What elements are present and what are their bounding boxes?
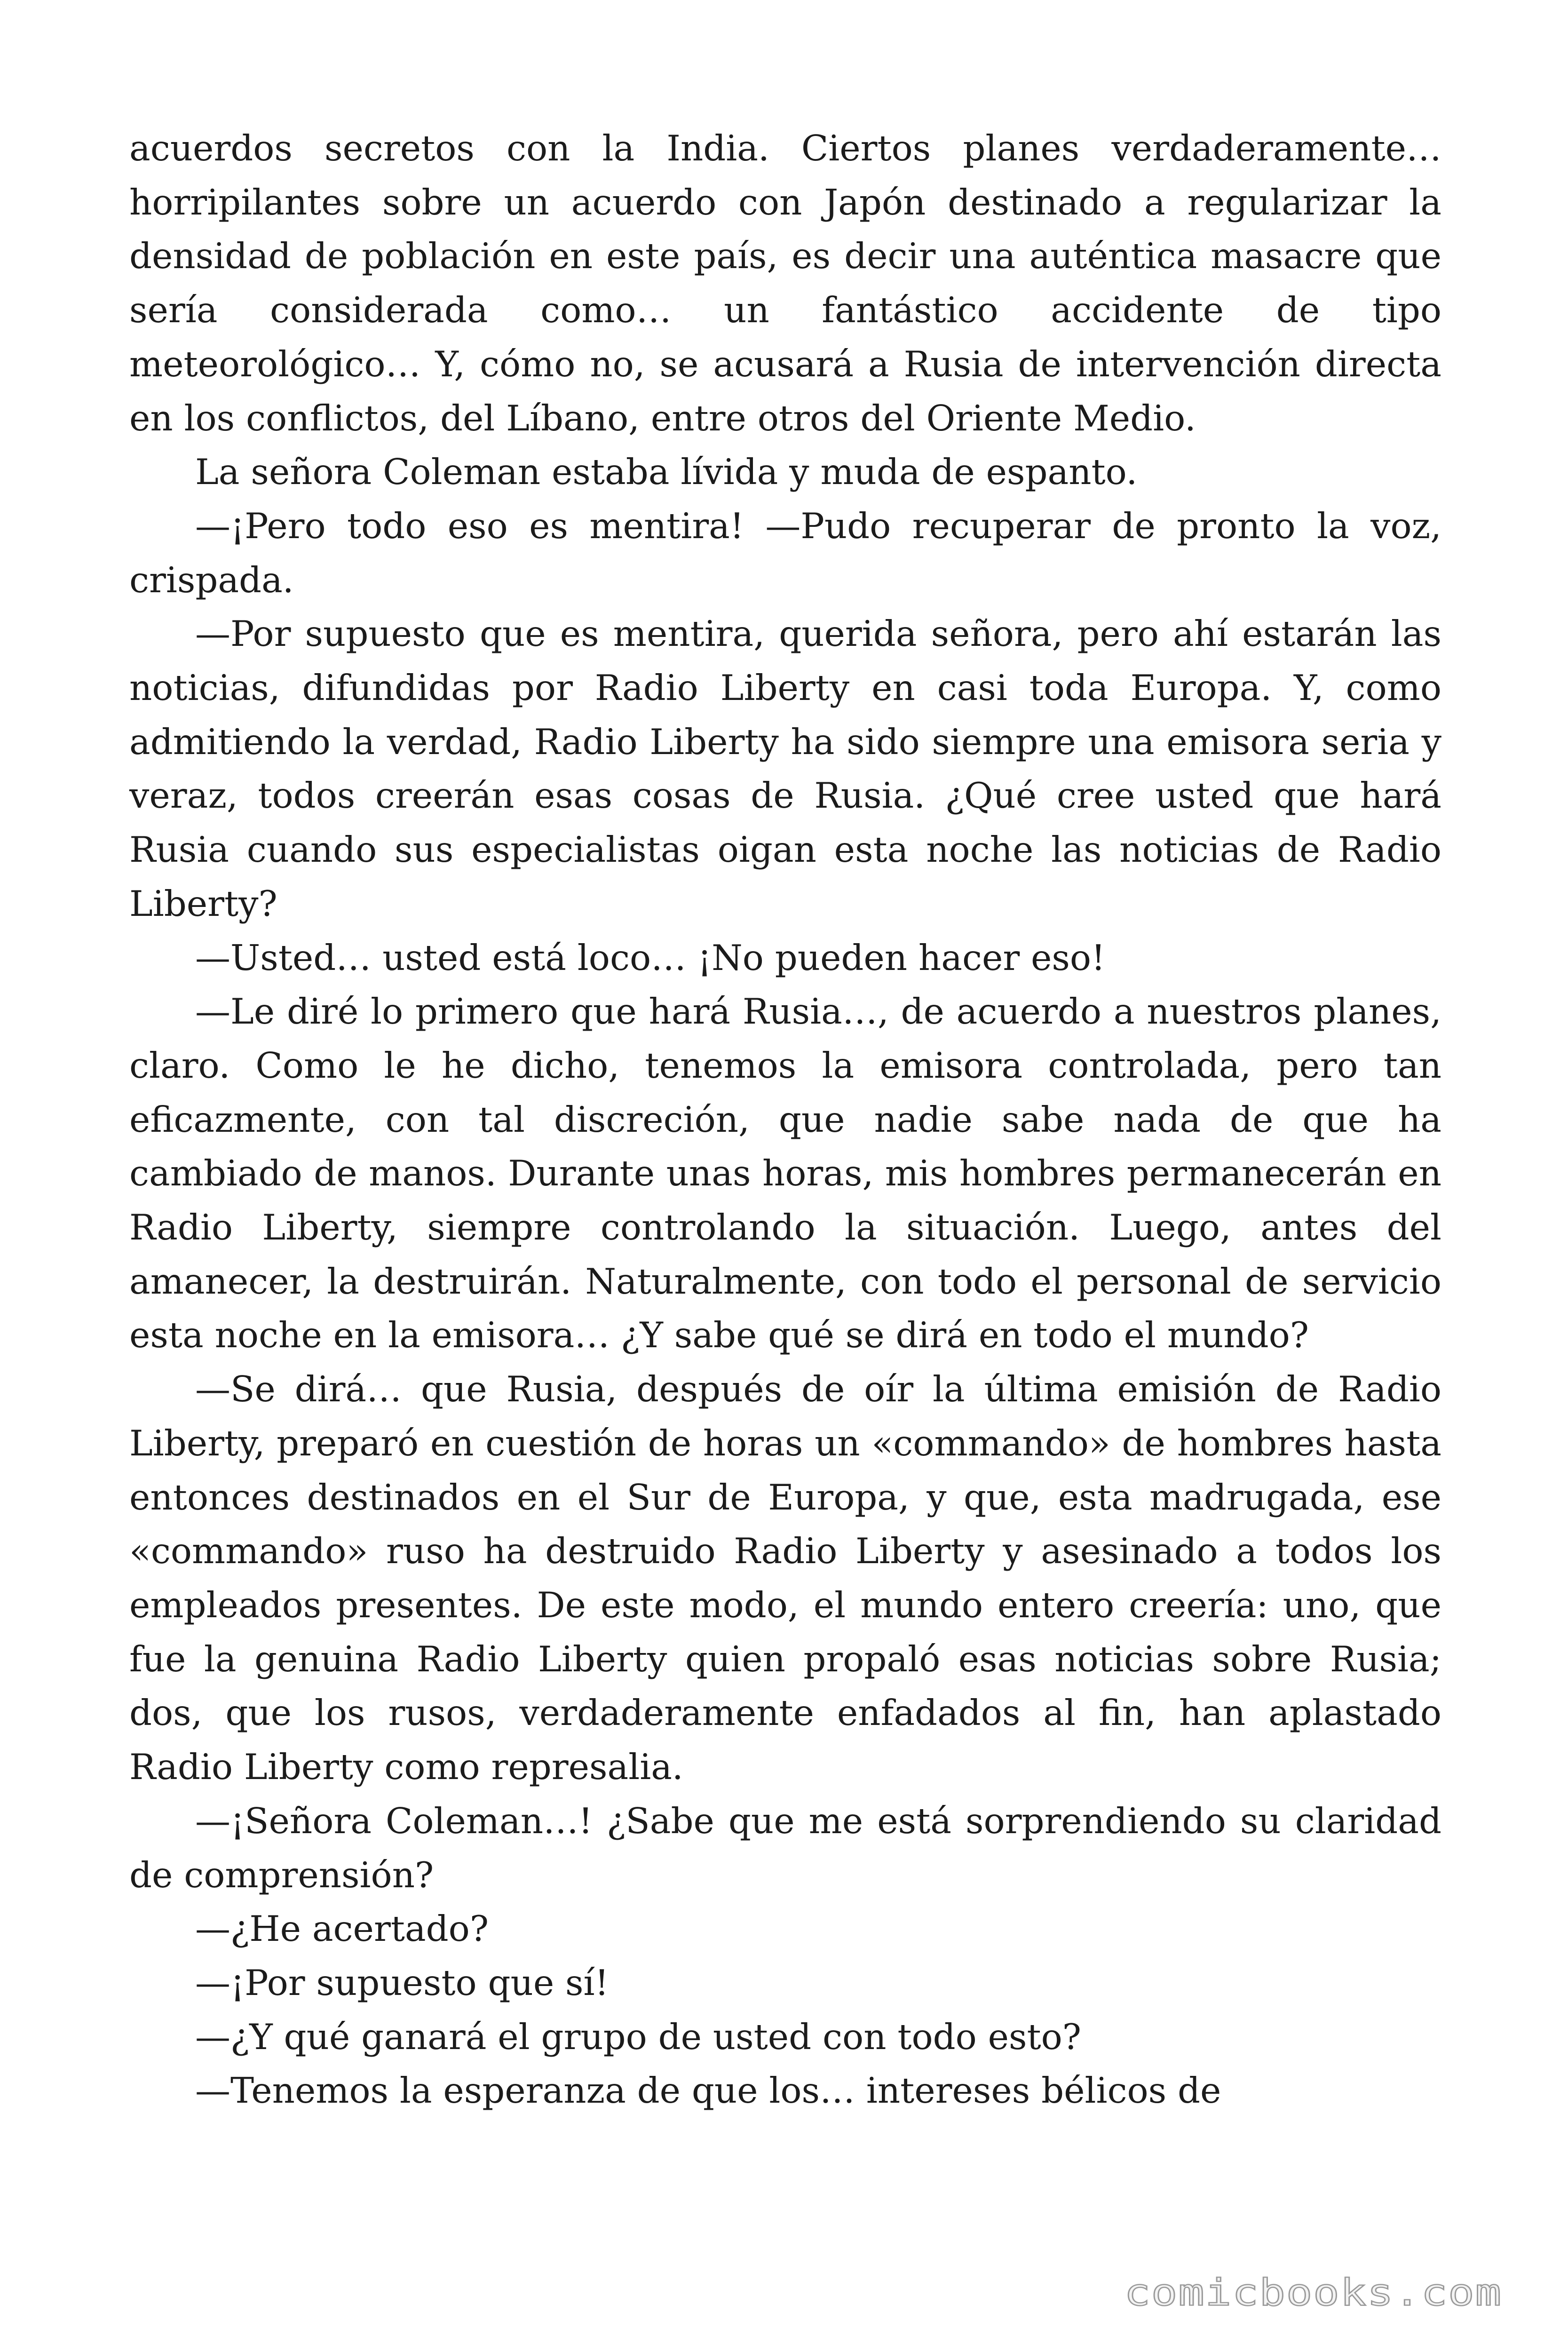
paragraph-1: acuerdos secretos con la India. Ciertos planes verdaderamente… horripilantes sobre un acuerdo con Japón destinado a regularizar la densidad de población en este país, es decir una auténtica masacre que sería considerada como… un fantástico accidente de tipo meteorológico… Y, cómo no, se acusará a Rusia de intervención directa en los conflictos, del Líbano, entre otros del Oriente Medio. (129, 127, 1441, 439)
paragraph-8: —¡Señora Coleman…! ¿Sabe que me está sorprendiendo su claridad de comprensión? (129, 1800, 1441, 1896)
paragraph-3: —¡Pero todo eso es mentira! —Pudo recuperar de pronto la voz, crispada. (129, 505, 1441, 601)
paragraph-10: —¡Por supuesto que sí! (195, 1962, 609, 2003)
paragraph-9: —¿He acertado? (195, 1908, 489, 1950)
paragraph-4: —Por supuesto que es mentira, querida señora, pero ahí estarán las noticias, difundidas por Radio Liberty en casi toda Europa. Y, como admitiendo la verdad, Radio Liberty ha sido siempre una emisora seria y veraz, todos creerán esas cosas de Rusia. ¿Qué cree usted que hará Rusia cuando sus especialistas oigan esta noche las noticias de Radio Liberty? (129, 613, 1441, 924)
paragraph-5: —Usted… usted está loco… ¡No pueden hacer eso! (195, 937, 1106, 978)
paragraph-2: La señora Coleman estaba lívida y muda de espanto. (195, 451, 1138, 493)
paragraph-12: —Tenemos la esperanza de que los… intereses bélicos de (195, 2070, 1221, 2112)
paragraph-6: —Le diré lo primero que hará Rusia…, de acuerdo a nuestros planes, claro. Como le he dicho, tenemos la emisora controlada, pero tan eficazmente, con tal discreción, que nadie sabe nada de que ha cambiado de manos. Durante unas horas, mis hombres permanecerán en Radio Liberty, siempre controlando la situación. Luego, antes del amanecer, la destruirán. Naturalmente, con todo el personal de servicio esta noche en la emisora… ¿Y sabe qué se dirá en todo el mundo? (129, 991, 1441, 1356)
paragraph-11: —¿Y qué ganará el grupo de usted con todo esto? (195, 2016, 1082, 2058)
body-text (129, 121, 1441, 2118)
paragraph-7: —Se dirá… que Rusia, después de oír la última emisión de Radio Liberty, preparó en cuestión de horas un «commando» de hombres hasta entonces destinados en el Sur de Europa, y que, esta madrugada, ese «commando» ruso ha destruido Radio Liberty y asesinado a todos los empleados presentes. De este modo, el mundo entero creería: uno, que fue la genuina Radio Liberty quien propaló esas noticias sobre Rusia; dos, que los rusos, verdaderamente enfadados al fin, han aplastado Radio Liberty como represalia. (129, 1368, 1441, 1788)
watermark: comicbooks.com (1124, 2271, 1502, 2314)
